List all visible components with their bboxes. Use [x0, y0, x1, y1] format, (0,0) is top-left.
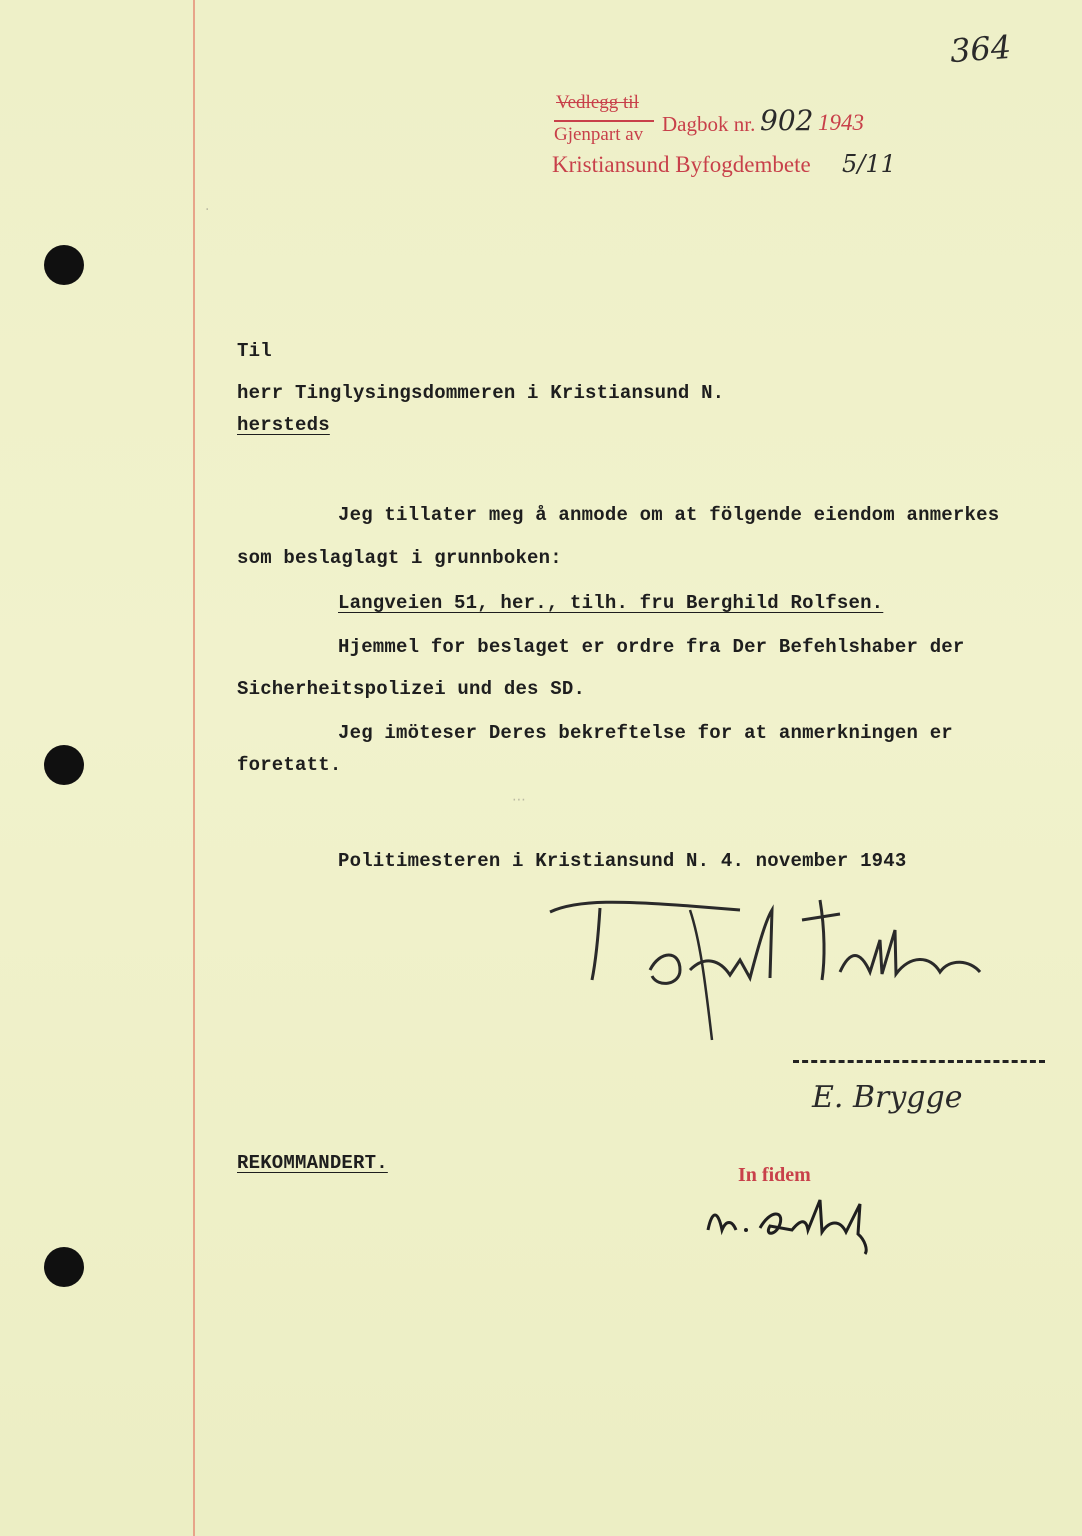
page-number: 364 — [948, 27, 1013, 71]
paragraph-2-line-1: Hjemmel for beslaget er ordre fra Der Befehlshaber der — [338, 636, 965, 658]
stamp-rule — [554, 120, 654, 122]
paragraph-2-line-2: Sicherheitspolizei und des SD. — [237, 678, 586, 700]
stamp-vedlegg: Vedlegg til — [556, 92, 639, 113]
witness-signature — [700, 1190, 890, 1260]
recipient-to: Til — [237, 340, 272, 362]
signoff-line: Politimesteren i Kristiansund N. 4. november 1943 — [338, 850, 907, 872]
punch-hole — [44, 245, 84, 285]
recipient-place: hersteds — [237, 414, 330, 436]
paragraph-1-line-2: som beslaglagt i grunnboken: — [237, 547, 562, 569]
stamp-dagbok-number: 902 — [760, 104, 814, 137]
punch-hole — [44, 745, 84, 785]
registered-label: REKOMMANDERT. — [237, 1152, 388, 1174]
recipient-name: herr Tinglysingsdommeren i Kristiansund N. — [237, 382, 725, 404]
in-fidem-stamp: In fidem — [738, 1164, 811, 1186]
stamp-year: 1943 — [818, 110, 864, 135]
punch-hole — [44, 1247, 84, 1287]
ghost-mark: · — [205, 202, 210, 218]
stamp-dagbok-label: Dagbok nr. — [662, 112, 756, 136]
property-line: Langveien 51, her., tilh. fru Berghild Rolfsen. — [338, 592, 884, 614]
signature-rule — [793, 1060, 1045, 1063]
stamp-office: Kristiansund Byfogdembete — [552, 152, 811, 177]
paragraph-3-line-1: Jeg imöteser Deres bekreftelse for at anmerkningen er — [338, 722, 953, 744]
signature — [540, 880, 1010, 1050]
stamp-gjenpart: Gjenpart av — [554, 124, 644, 145]
typed-name-signature: E. Brygge — [812, 1080, 963, 1115]
paragraph-1-line-1: Jeg tillater meg å anmode om at fölgende eiendom anmerkes — [338, 504, 1000, 526]
paragraph-3-line-2: foretatt. — [237, 754, 342, 776]
stamp-date: 5/11 — [842, 150, 896, 178]
margin-line — [193, 0, 195, 1536]
ghost-mark: ⋯ — [512, 792, 526, 808]
